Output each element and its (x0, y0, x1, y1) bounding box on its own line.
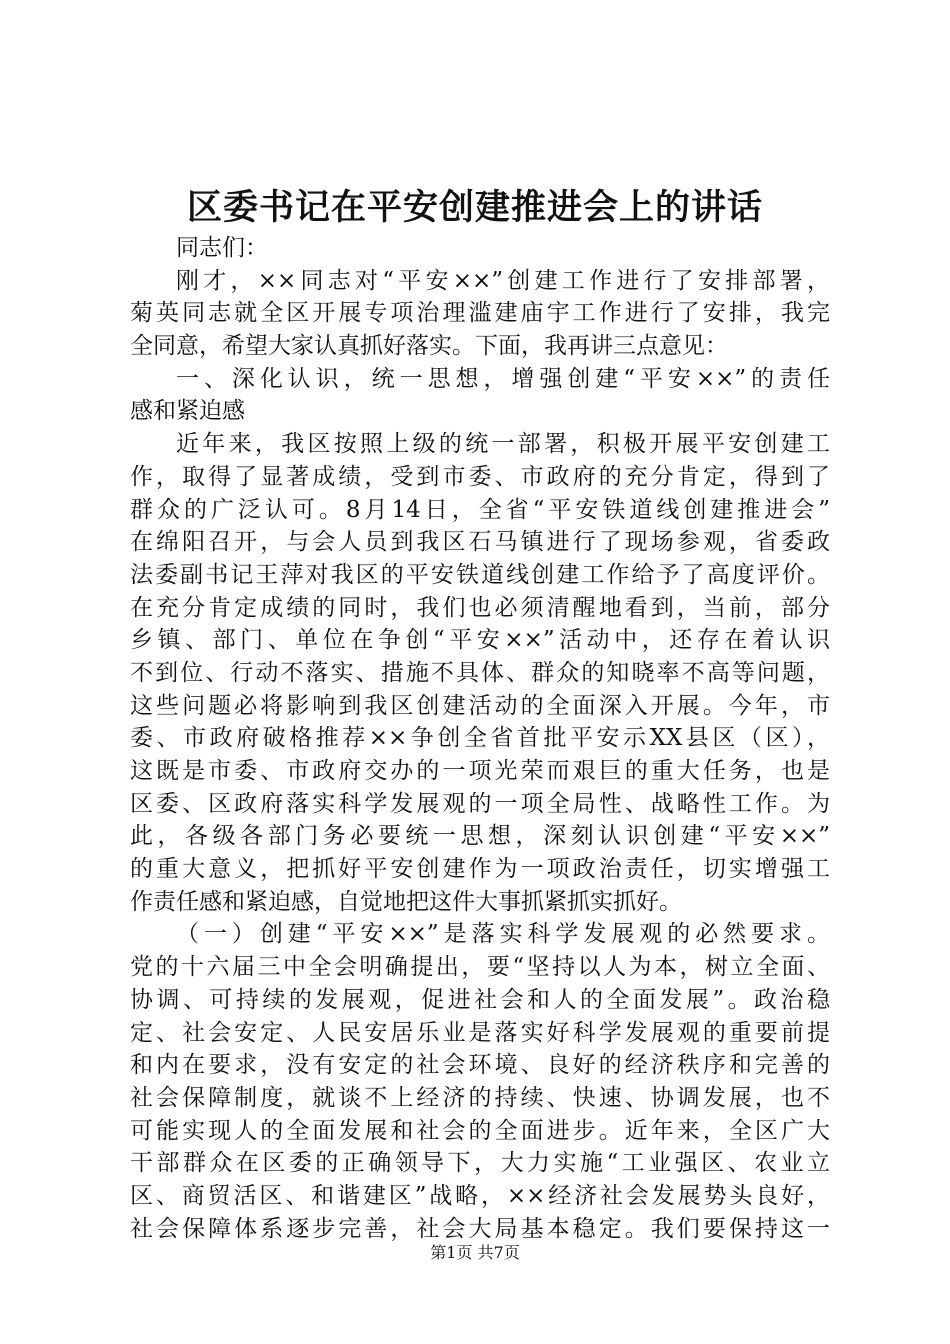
text-line: 区委、区政府落实科学发展观的一项全局性、战略性工作。为 (130, 790, 830, 817)
text-line: 刚才，××同志对“平安××”创建工作进行了安排部署， (176, 267, 830, 294)
text-line: 这些问题必将影响到我区创建活动的全面深入开展。今年，市 (130, 692, 830, 719)
text-line: 社会保障体系逐步完善，社会大局基本稳定。我们要保持这一 (130, 1215, 830, 1242)
text-line: 此，各级各部门务必要统一思想，深刻认识创建“平安××” (130, 823, 830, 850)
text-line: 党的十六届三中全会明确提出，要“坚持以人为本，树立全面、 (130, 954, 830, 981)
text-line: 这既是市委、市政府交办的一项光荣而艰巨的重大任务，也是 (130, 758, 830, 784)
document-title: 区委书记在平安创建推进会上的讲话 (186, 187, 763, 228)
text-line: 菊英同志就全区开展专项治理滥建庙宇工作进行了安排，我完 (130, 300, 830, 327)
text-line: 作责任感和紧迫感，自觉地把这件大事抓紧抓实抓好。 (130, 888, 682, 915)
text-line: 协调、可持续的发展观，促进社会和人的全面发展”。政治稳 (130, 986, 830, 1013)
text-line: 全同意，希望大家认真抓好落实。下面，我再讲三点意见： (130, 333, 728, 360)
text-line: 乡镇、部门、单位在争创“平安××”活动中，还存在着认识 (130, 627, 830, 654)
text-line: 的重大意义，把抓好平安创建作为一项政治责任，切实增强工 (130, 856, 830, 883)
text-line: 同志们： (176, 235, 268, 261)
page-footer: 第1页 共7页 (430, 1243, 520, 1262)
text-line: 近年来，我区按照上级的统一部署，积极开展平安创建工 (176, 431, 830, 458)
text-line: 社会保障制度，就谈不上经济的持续、快速、协调发展，也不 (130, 1084, 830, 1111)
text-line: 作，取得了显著成绩，受到市委、市政府的充分肯定，得到了 (130, 463, 830, 490)
text-line: 群众的广泛认可。8月14日，全省“平安铁道线创建推进会” (130, 496, 830, 523)
text-line: 和内在要求，没有安定的社会环境、良好的经济秩序和完善的 (130, 1052, 830, 1079)
text-line: 定、社会安定、人民安居乐业是落实好科学发展观的重要前提 (130, 1019, 830, 1046)
text-line: 委、市政府破格推荐××争创全省首批平安示XX县区（区）， (130, 725, 830, 752)
text-line: 感和紧迫感 (130, 398, 245, 425)
text-line: 一、深化认识，统一思想，增强创建“平安××”的责任 (176, 365, 830, 392)
text-line: 法委副书记王萍对我区的平安铁道线创建工作给予了高度评价。 (130, 561, 830, 588)
text-line: 在充分肯定成绩的同时，我们也必须清醒地看到，当前，部分 (130, 594, 830, 621)
document-body (130, 232, 830, 1245)
text-line: 区、商贸活区、和谐建区”战略，××经济社会发展势头良好， (130, 1182, 830, 1209)
text-line: 不到位、行动不落实、措施不具体、群众的知晓率不高等问题， (130, 659, 830, 686)
text-line: 可能实现人的全面发展和社会的全面进步。近年来，全区广大 (130, 1117, 830, 1144)
text-line: 干部群众在区委的正确领导下，大力实施“工业强区、农业立 (130, 1150, 830, 1177)
text-line: 在绵阳召开，与会人员到我区石马镇进行了现场参观，省委政 (130, 529, 830, 556)
text-line: （一）创建“平安××”是落实科学发展观的必然要求。 (176, 921, 830, 948)
